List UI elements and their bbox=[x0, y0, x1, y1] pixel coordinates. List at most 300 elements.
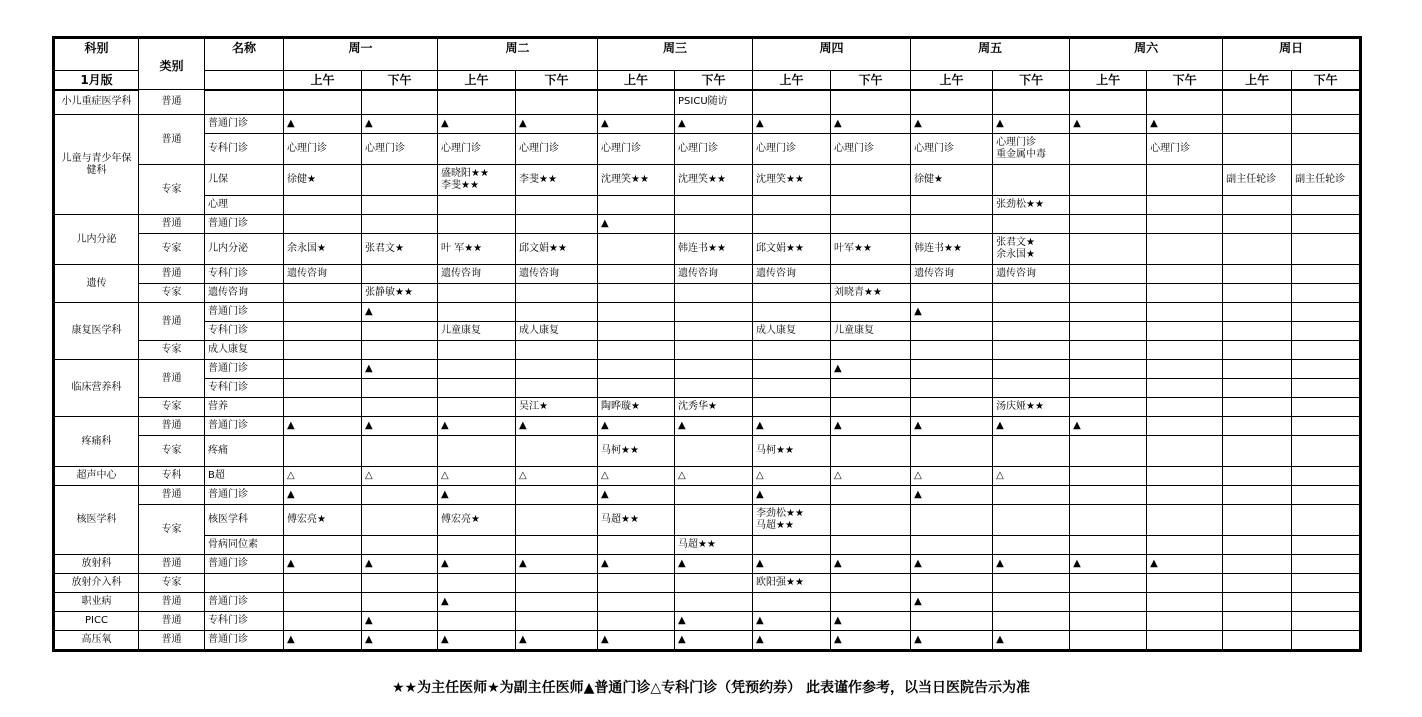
schedule-cell bbox=[516, 486, 598, 505]
schedule-cell: ▲ bbox=[675, 417, 753, 436]
schedule-cell bbox=[284, 398, 362, 417]
schedule-cell: ▲ bbox=[993, 115, 1070, 134]
schedule-cell bbox=[1147, 303, 1223, 322]
dept-cell: 儿童与青少年保健科 bbox=[55, 115, 139, 215]
dept-cell: 核医学科 bbox=[55, 486, 139, 555]
schedule-cell bbox=[516, 574, 598, 593]
dept-cell: 小儿重症医学科 bbox=[55, 90, 139, 115]
schedule-cell bbox=[831, 165, 911, 196]
schedule-cell bbox=[438, 341, 516, 360]
clinic-name-cell: 普通门诊 bbox=[205, 115, 284, 134]
day-header-thu: 周四 bbox=[753, 39, 911, 71]
schedule-cell bbox=[1070, 436, 1147, 467]
schedule-cell bbox=[1147, 486, 1223, 505]
schedule-cell bbox=[993, 536, 1070, 555]
schedule-cell bbox=[362, 215, 438, 234]
schedule-cell: 沈理笑★★ bbox=[753, 165, 831, 196]
schedule-cell bbox=[1292, 505, 1360, 536]
schedule-cell bbox=[1147, 612, 1223, 631]
schedule-cell: 徐健★ bbox=[911, 165, 993, 196]
schedule-cell bbox=[831, 505, 911, 536]
clinic-name-cell: 普通门诊 bbox=[205, 631, 284, 650]
category-cell: 专家 bbox=[139, 574, 205, 593]
schedule-cell bbox=[993, 215, 1070, 234]
schedule-cell bbox=[438, 196, 516, 215]
schedule-cell: ▲ bbox=[438, 555, 516, 574]
schedule-cell bbox=[1147, 341, 1223, 360]
dept-cell: 临床营养科 bbox=[55, 360, 139, 417]
schedule-cell: ▲ bbox=[911, 115, 993, 134]
schedule-cell bbox=[831, 536, 911, 555]
schedule-cell: 心理门诊 bbox=[831, 134, 911, 165]
schedule-cell: 遗传咨询 bbox=[675, 265, 753, 284]
schedule-cell bbox=[993, 436, 1070, 467]
schedule-cell: ▲ bbox=[1147, 555, 1223, 574]
header-row-sessions bbox=[55, 71, 1360, 90]
session-pm: 下午 bbox=[362, 71, 438, 90]
schedule-cell bbox=[516, 593, 598, 612]
schedule-cell bbox=[1147, 196, 1223, 215]
schedule-cell: ▲ bbox=[362, 631, 438, 650]
schedule-cell bbox=[911, 612, 993, 631]
schedule-cell bbox=[753, 360, 831, 379]
category-cell: 普通 bbox=[139, 555, 205, 574]
clinic-name-cell bbox=[205, 90, 284, 115]
schedule-cell-line: 余永国★ bbox=[996, 249, 1036, 260]
schedule-cell bbox=[362, 341, 438, 360]
category-cell: 普通 bbox=[139, 612, 205, 631]
schedule-cell bbox=[1147, 436, 1223, 467]
clinic-name-cell: 儿保 bbox=[205, 165, 284, 196]
category-cell: 普通 bbox=[139, 265, 205, 284]
category-cell: 专家 bbox=[139, 234, 205, 265]
schedule-cell bbox=[1147, 398, 1223, 417]
dept-cell: 高压氧 bbox=[55, 631, 139, 650]
schedule-cell bbox=[993, 379, 1070, 398]
schedule-cell: ▲ bbox=[1070, 115, 1147, 134]
schedule-cell bbox=[1292, 467, 1360, 486]
schedule-cell bbox=[1147, 234, 1223, 265]
schedule-cell bbox=[284, 196, 362, 215]
table-row bbox=[55, 555, 1360, 574]
schedule-cell bbox=[1147, 284, 1223, 303]
schedule-cell: 叶军★★ bbox=[831, 234, 911, 265]
schedule-cell: 韩连书★★ bbox=[675, 234, 753, 265]
schedule-cell: 李斐★★ bbox=[516, 165, 598, 196]
schedule-cell bbox=[516, 436, 598, 467]
day-header-fri: 周五 bbox=[911, 39, 1070, 71]
schedule-cell: 心理门诊 bbox=[675, 134, 753, 165]
table-row bbox=[55, 341, 1360, 360]
schedule-cell bbox=[598, 90, 675, 115]
schedule-cell: 马柯★★ bbox=[598, 436, 675, 467]
schedule-cell: ▲ bbox=[831, 417, 911, 436]
schedule-cell: ▲ bbox=[284, 631, 362, 650]
schedule-cell bbox=[1147, 574, 1223, 593]
schedule-cell: ▲ bbox=[362, 303, 438, 322]
schedule-cell bbox=[362, 505, 438, 536]
schedule-cell: 沈理笑★★ bbox=[598, 165, 675, 196]
schedule-cell-line: 重金属中毒 bbox=[996, 149, 1047, 160]
schedule-cell bbox=[362, 379, 438, 398]
schedule-cell bbox=[1292, 303, 1360, 322]
schedule-cell bbox=[675, 322, 753, 341]
schedule-cell bbox=[362, 398, 438, 417]
table-row bbox=[55, 486, 1360, 505]
schedule-cell bbox=[1070, 341, 1147, 360]
clinic-name-cell: 核医学科 bbox=[205, 505, 284, 536]
schedule-cell bbox=[1223, 196, 1292, 215]
session-am: 上午 bbox=[438, 71, 516, 90]
schedule-cell: 韩连书★★ bbox=[911, 234, 993, 265]
schedule-cell bbox=[1147, 631, 1223, 650]
schedule-cell: △ bbox=[516, 467, 598, 486]
schedule-cell: ▲ bbox=[753, 631, 831, 650]
schedule-cell: ▲ bbox=[362, 612, 438, 631]
schedule-cell bbox=[675, 436, 753, 467]
schedule-cell: 心理门诊 bbox=[598, 134, 675, 165]
category-cell: 专家 bbox=[139, 398, 205, 417]
day-header-wed: 周三 bbox=[598, 39, 753, 71]
dept-cell: 康复医学科 bbox=[55, 303, 139, 360]
table-row bbox=[55, 284, 1360, 303]
schedule-cell bbox=[1292, 631, 1360, 650]
category-cell: 普通 bbox=[139, 115, 205, 165]
schedule-cell bbox=[438, 215, 516, 234]
schedule-cell bbox=[1147, 360, 1223, 379]
schedule-cell bbox=[1292, 574, 1360, 593]
schedule-cell bbox=[516, 360, 598, 379]
schedule-cell: 沈理笑★★ bbox=[675, 165, 753, 196]
schedule-cell: 成人康复 bbox=[753, 322, 831, 341]
schedule-cell bbox=[516, 196, 598, 215]
schedule-cell bbox=[1070, 631, 1147, 650]
day-header-tue: 周二 bbox=[438, 39, 598, 71]
day-header-sun: 周日 bbox=[1223, 39, 1360, 71]
schedule-cell: 副主任轮诊 bbox=[1292, 165, 1360, 196]
schedule-cell bbox=[831, 215, 911, 234]
schedule-cell bbox=[911, 284, 993, 303]
schedule-cell: ▲ bbox=[993, 417, 1070, 436]
schedule-cell: ▲ bbox=[1070, 555, 1147, 574]
schedule-cell bbox=[362, 196, 438, 215]
schedule-cell bbox=[1070, 574, 1147, 593]
schedule-cell bbox=[831, 398, 911, 417]
clinic-name-cell: 成人康复 bbox=[205, 341, 284, 360]
schedule-cell: 汤庆娅★★ bbox=[993, 398, 1070, 417]
schedule-cell bbox=[1223, 574, 1292, 593]
schedule-cell bbox=[675, 303, 753, 322]
schedule-cell bbox=[1223, 234, 1292, 265]
schedule-cell: 遗传咨询 bbox=[438, 265, 516, 284]
schedule-cell bbox=[911, 90, 993, 115]
schedule-cell: ▲ bbox=[598, 215, 675, 234]
schedule-cell: ▲ bbox=[516, 417, 598, 436]
schedule-cell bbox=[753, 593, 831, 612]
clinic-name-cell: 营养 bbox=[205, 398, 284, 417]
schedule-cell bbox=[1223, 265, 1292, 284]
session-am: 上午 bbox=[284, 71, 362, 90]
schedule-cell bbox=[598, 322, 675, 341]
schedule-cell bbox=[1292, 536, 1360, 555]
schedule-cell bbox=[284, 341, 362, 360]
schedule-cell bbox=[993, 90, 1070, 115]
schedule-cell bbox=[1147, 536, 1223, 555]
clinic-name-cell: 疼痛 bbox=[205, 436, 284, 467]
schedule-cell bbox=[1292, 215, 1360, 234]
table-row bbox=[55, 165, 1360, 196]
table-row bbox=[55, 467, 1360, 486]
schedule-cell bbox=[675, 486, 753, 505]
schedule-cell: ▲ bbox=[911, 486, 993, 505]
category-cell: 普通 bbox=[139, 303, 205, 341]
schedule-cell: ▲ bbox=[284, 555, 362, 574]
schedule-cell bbox=[993, 341, 1070, 360]
schedule-cell bbox=[284, 322, 362, 341]
schedule-body bbox=[55, 90, 1360, 650]
schedule-cell bbox=[1223, 486, 1292, 505]
schedule-cell: △ bbox=[362, 467, 438, 486]
schedule-cell bbox=[1147, 265, 1223, 284]
clinic-name-cell: 专科门诊 bbox=[205, 322, 284, 341]
schedule-cell bbox=[993, 505, 1070, 536]
legend-note: ★★为主任医师★为副主任医师▲普通门诊△专科门诊（凭预约券） 此表谨作参考，以当日医院告示为准 bbox=[391, 680, 1031, 696]
category-cell: 普通 bbox=[139, 417, 205, 436]
schedule-cell: 副主任轮诊 bbox=[1223, 165, 1292, 196]
session-am: 上午 bbox=[1070, 71, 1147, 90]
schedule-cell bbox=[911, 215, 993, 234]
table-row bbox=[55, 398, 1360, 417]
schedule-cell bbox=[753, 379, 831, 398]
schedule-cell: PSICU随访 bbox=[675, 90, 753, 115]
session-am: 上午 bbox=[1223, 71, 1292, 90]
schedule-cell bbox=[516, 303, 598, 322]
schedule-cell bbox=[753, 341, 831, 360]
schedule-cell: ▲ bbox=[438, 631, 516, 650]
schedule-cell bbox=[993, 612, 1070, 631]
schedule-cell bbox=[598, 379, 675, 398]
schedule-cell bbox=[1223, 467, 1292, 486]
schedule-cell bbox=[1292, 134, 1360, 165]
schedule-cell bbox=[1070, 303, 1147, 322]
schedule-cell bbox=[993, 234, 1070, 265]
schedule-cell bbox=[438, 536, 516, 555]
schedule-cell bbox=[1070, 284, 1147, 303]
schedule-cell bbox=[1070, 467, 1147, 486]
schedule-cell: △ bbox=[438, 467, 516, 486]
schedule-cell bbox=[1223, 536, 1292, 555]
schedule-cell bbox=[1292, 284, 1360, 303]
schedule-cell bbox=[1292, 90, 1360, 115]
schedule-cell: ▲ bbox=[831, 360, 911, 379]
schedule-cell bbox=[753, 196, 831, 215]
schedule-cell bbox=[753, 90, 831, 115]
schedule-cell bbox=[1223, 379, 1292, 398]
schedule-cell bbox=[362, 536, 438, 555]
category-cell: 专家 bbox=[139, 436, 205, 467]
schedule-cell: ▲ bbox=[911, 303, 993, 322]
clinic-name-cell: 普通门诊 bbox=[205, 360, 284, 379]
schedule-cell bbox=[1070, 505, 1147, 536]
schedule-cell bbox=[598, 265, 675, 284]
table-row bbox=[55, 90, 1360, 115]
schedule-cell bbox=[831, 303, 911, 322]
schedule-cell bbox=[675, 341, 753, 360]
schedule-cell bbox=[831, 265, 911, 284]
schedule-cell bbox=[911, 398, 993, 417]
category-cell: 普通 bbox=[139, 215, 205, 234]
schedule-cell bbox=[1292, 436, 1360, 467]
dept-cell: 超声中心 bbox=[55, 467, 139, 486]
schedule-cell bbox=[1292, 234, 1360, 265]
schedule-cell: ▲ bbox=[675, 612, 753, 631]
schedule-cell bbox=[1070, 398, 1147, 417]
schedule-cell: 刘晓青★★ bbox=[831, 284, 911, 303]
dept-cell: 疼痛科 bbox=[55, 417, 139, 467]
category-cell: 专家 bbox=[139, 165, 205, 215]
schedule-cell bbox=[516, 505, 598, 536]
table-row bbox=[55, 360, 1360, 379]
category-cell: 普通 bbox=[139, 593, 205, 612]
schedule-cell bbox=[284, 379, 362, 398]
schedule-cell bbox=[284, 436, 362, 467]
schedule-cell bbox=[362, 322, 438, 341]
schedule-cell: 心理门诊 bbox=[362, 134, 438, 165]
schedule-cell: 心理门诊 bbox=[516, 134, 598, 165]
schedule-cell: ▲ bbox=[362, 555, 438, 574]
name-header: 名称 bbox=[205, 39, 284, 71]
clinic-name-cell: 普通门诊 bbox=[205, 486, 284, 505]
schedule-cell bbox=[598, 303, 675, 322]
schedule-cell bbox=[362, 90, 438, 115]
schedule-cell bbox=[1070, 165, 1147, 196]
schedule-cell bbox=[438, 436, 516, 467]
schedule-cell bbox=[831, 90, 911, 115]
clinic-name-cell: 专科门诊 bbox=[205, 134, 284, 165]
schedule-cell: 遗传咨询 bbox=[516, 265, 598, 284]
category-header: 类别 bbox=[139, 39, 205, 90]
clinic-name-cell: 儿内分泌 bbox=[205, 234, 284, 265]
schedule-cell: ▲ bbox=[753, 115, 831, 134]
table-row bbox=[55, 322, 1360, 341]
schedule-cell bbox=[753, 284, 831, 303]
schedule-cell bbox=[438, 574, 516, 593]
schedule-cell: △ bbox=[993, 467, 1070, 486]
schedule-cell bbox=[284, 284, 362, 303]
schedule-cell bbox=[284, 360, 362, 379]
clinic-name-cell: 专科门诊 bbox=[205, 612, 284, 631]
schedule-cell: ▲ bbox=[753, 555, 831, 574]
session-pm: 下午 bbox=[675, 71, 753, 90]
session-pm: 下午 bbox=[1292, 71, 1360, 90]
schedule-cell bbox=[1292, 612, 1360, 631]
schedule-cell: ▲ bbox=[753, 486, 831, 505]
schedule-cell bbox=[1070, 265, 1147, 284]
clinic-name-cell: 专科门诊 bbox=[205, 379, 284, 398]
schedule-cell bbox=[831, 341, 911, 360]
schedule-cell: 心理门诊 bbox=[438, 134, 516, 165]
schedule-cell: 儿童康复 bbox=[438, 322, 516, 341]
schedule-cell bbox=[284, 90, 362, 115]
schedule-cell: 心理门诊 bbox=[753, 134, 831, 165]
schedule-cell bbox=[1223, 612, 1292, 631]
schedule-cell bbox=[831, 486, 911, 505]
schedule-cell: 叶 军★★ bbox=[438, 234, 516, 265]
schedule-cell bbox=[1292, 196, 1360, 215]
schedule-cell: 心理门诊 bbox=[1147, 134, 1223, 165]
schedule-cell bbox=[1147, 90, 1223, 115]
schedule-cell: ▲ bbox=[362, 417, 438, 436]
schedule-cell-line: 心理门诊 bbox=[996, 137, 1037, 148]
schedule-cell: △ bbox=[831, 467, 911, 486]
schedule-cell bbox=[598, 234, 675, 265]
schedule-cell bbox=[1292, 360, 1360, 379]
schedule-cell bbox=[1070, 486, 1147, 505]
dept-cell: 放射介入科 bbox=[55, 574, 139, 593]
schedule-cell: ▲ bbox=[675, 555, 753, 574]
dept-cell: 遗传 bbox=[55, 265, 139, 303]
schedule-cell bbox=[831, 593, 911, 612]
schedule-cell bbox=[1147, 165, 1223, 196]
schedule-cell bbox=[1223, 631, 1292, 650]
schedule-cell bbox=[675, 574, 753, 593]
schedule-cell: ▲ bbox=[516, 631, 598, 650]
schedule-cell bbox=[438, 284, 516, 303]
clinic-name-cell: 普通门诊 bbox=[205, 593, 284, 612]
table-row bbox=[55, 115, 1360, 134]
session-pm: 下午 bbox=[516, 71, 598, 90]
schedule-cell bbox=[911, 505, 993, 536]
schedule-cell bbox=[911, 360, 993, 379]
schedule-cell bbox=[1223, 593, 1292, 612]
schedule-cell bbox=[753, 215, 831, 234]
schedule-cell bbox=[1147, 417, 1223, 436]
schedule-cell bbox=[1070, 360, 1147, 379]
schedule-cell: 遗传咨询 bbox=[993, 265, 1070, 284]
schedule-cell: ▲ bbox=[284, 115, 362, 134]
schedule-cell bbox=[993, 284, 1070, 303]
schedule-cell bbox=[993, 486, 1070, 505]
category-cell: 普通 bbox=[139, 486, 205, 505]
schedule-cell: 遗传咨询 bbox=[284, 265, 362, 284]
schedule-cell: △ bbox=[911, 467, 993, 486]
schedule-cell: ▲ bbox=[438, 593, 516, 612]
schedule-cell bbox=[753, 398, 831, 417]
schedule-cell: 张劲松★★ bbox=[993, 196, 1070, 215]
clinic-name-cell: 遗传咨询 bbox=[205, 284, 284, 303]
schedule-cell bbox=[1070, 536, 1147, 555]
clinic-name-cell: 骨病同位素 bbox=[205, 536, 284, 555]
schedule-cell: 遗传咨询 bbox=[911, 265, 993, 284]
schedule-cell bbox=[1147, 379, 1223, 398]
clinic-name-cell: 普通门诊 bbox=[205, 555, 284, 574]
schedule-cell: ▲ bbox=[362, 360, 438, 379]
table-row bbox=[55, 265, 1360, 284]
clinic-name-cell bbox=[205, 574, 284, 593]
schedule-cell: ▲ bbox=[598, 115, 675, 134]
schedule-cell bbox=[993, 134, 1070, 165]
schedule-cell: △ bbox=[753, 467, 831, 486]
schedule-cell bbox=[1292, 379, 1360, 398]
schedule-cell bbox=[438, 398, 516, 417]
header-row-days bbox=[55, 39, 1360, 71]
schedule-cell: 马超★★ bbox=[675, 536, 753, 555]
dept-cell: 放射科 bbox=[55, 555, 139, 574]
schedule-cell bbox=[1070, 196, 1147, 215]
session-am: 上午 bbox=[598, 71, 675, 90]
schedule-cell bbox=[1070, 134, 1147, 165]
schedule-cell: 马柯★★ bbox=[753, 436, 831, 467]
